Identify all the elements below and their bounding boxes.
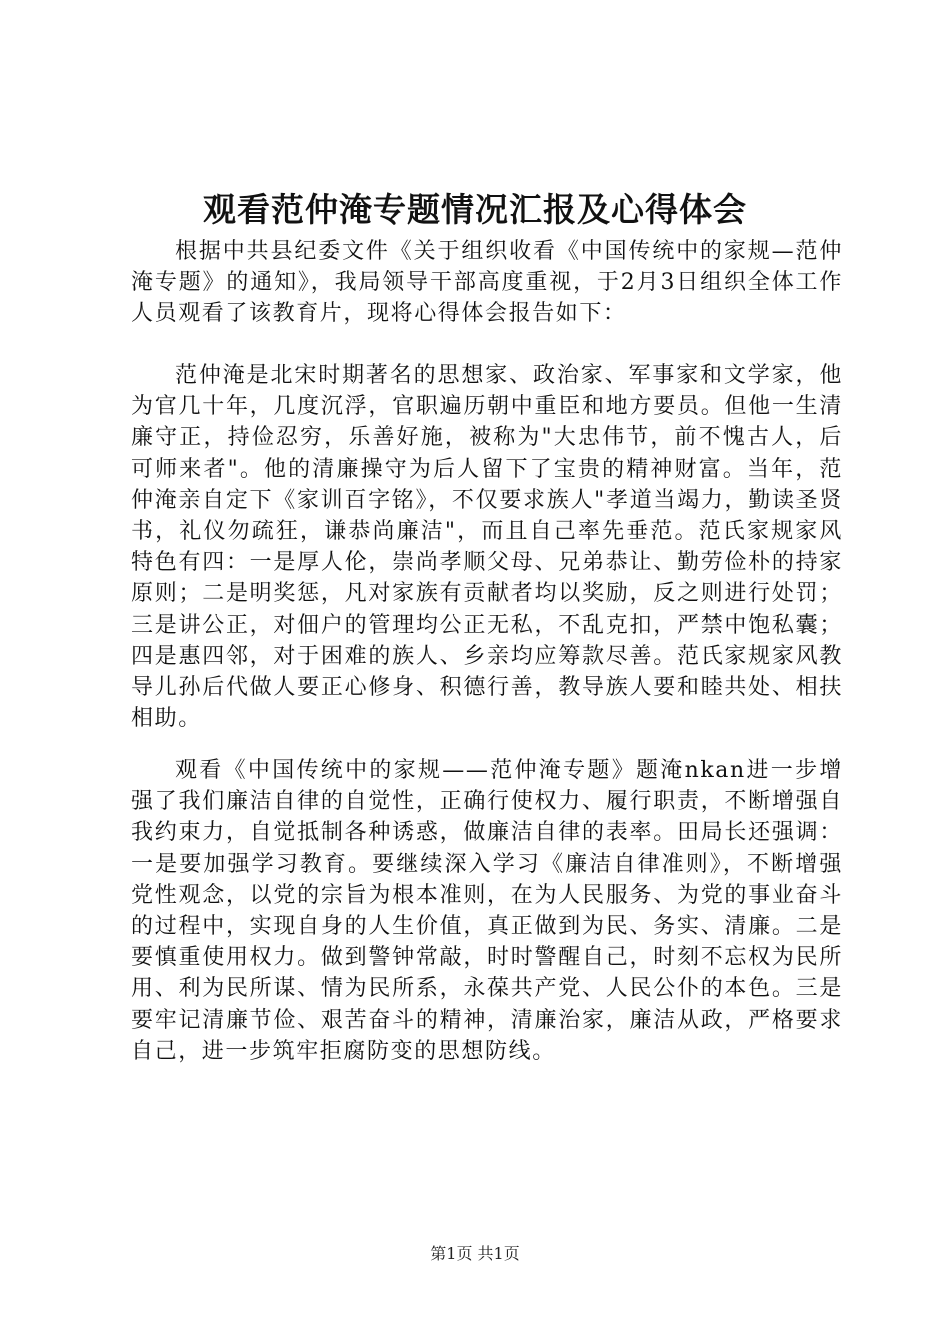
page-number-footer: 第1页 共1页	[430, 1244, 520, 1263]
document-title: 观看范仲淹专题情况汇报及心得体会	[203, 190, 747, 229]
paragraph-fan-zhongyan: 范仲淹是北宋时期著名的思想家、政治家、军事家和文学家，他为官几十年，几度沉浮，官职遍历朝中重臣和地方要员。但他一生清廉守正，持俭忍穷，乐善好施，被称为"大忠伟节，前不愧古人，后可师来者"。他的清廉操守为后人留下了宝贵的精神财富。当年，范仲淹亲自定下《家训百字铭》，不仅要求族人"孝道当竭力，勤读圣贤书，礼仪勿疏狂，谦恭尚廉洁"，而且自己率先垂范。范氏家规家风特色有四：一是厚人伦，崇尚孝顺父母、兄弟恭让、勤劳俭朴的持家原则；二是明奖惩，凡对家族有贡献者均以奖励，反之则进行处罚；三是讲公正，对佃户的管理均公正无私，不乱克扣，严禁中饱私囊；四是惠四邻，对于困难的族人、乡亲均应筹款尽善。范氏家规家风教导儿孙后代做人要正心修身、积德行善，教导族人要和睦共处、相扶相助。	[131, 363, 843, 732]
paragraph-intro: 根据中共县纪委文件《关于组织收看《中国传统中的家规—范仲淹专题》的通知》，我局领导干部高度重视，于2月3日组织全体工作人员观看了该教育片，现将心得体会报告如下：	[131, 239, 843, 327]
paragraph-reflection: 观看《中国传统中的家规——范仲淹专题》题淹nkan进一步增强了我们廉洁自律的自觉性，正确行使权力、履行职责，不断增强自我约束力，自觉抵制各种诱惑，做廉洁自律的表率。田局长还强调：一是要加强学习教育。要继续深入学习《廉洁自律准则》，不断增强党性观念，以党的宗旨为根本准则，在为人民服务、为党的事业奋斗的过程中，实现自身的人生价值，真正做到为民、务实、清廉。二是要慎重使用权力。做到警钟常敲，时时警醒自己，时刻不忘权为民所用、利为民所谋、情为民所系，永葆共产党、人民公仆的本色。三是要牢记清廉节俭、艰苦奋斗的精神，清廉治家，廉洁从政，严格要求自己，进一步筑牢拒腐防变的思想防线。	[131, 758, 843, 1064]
